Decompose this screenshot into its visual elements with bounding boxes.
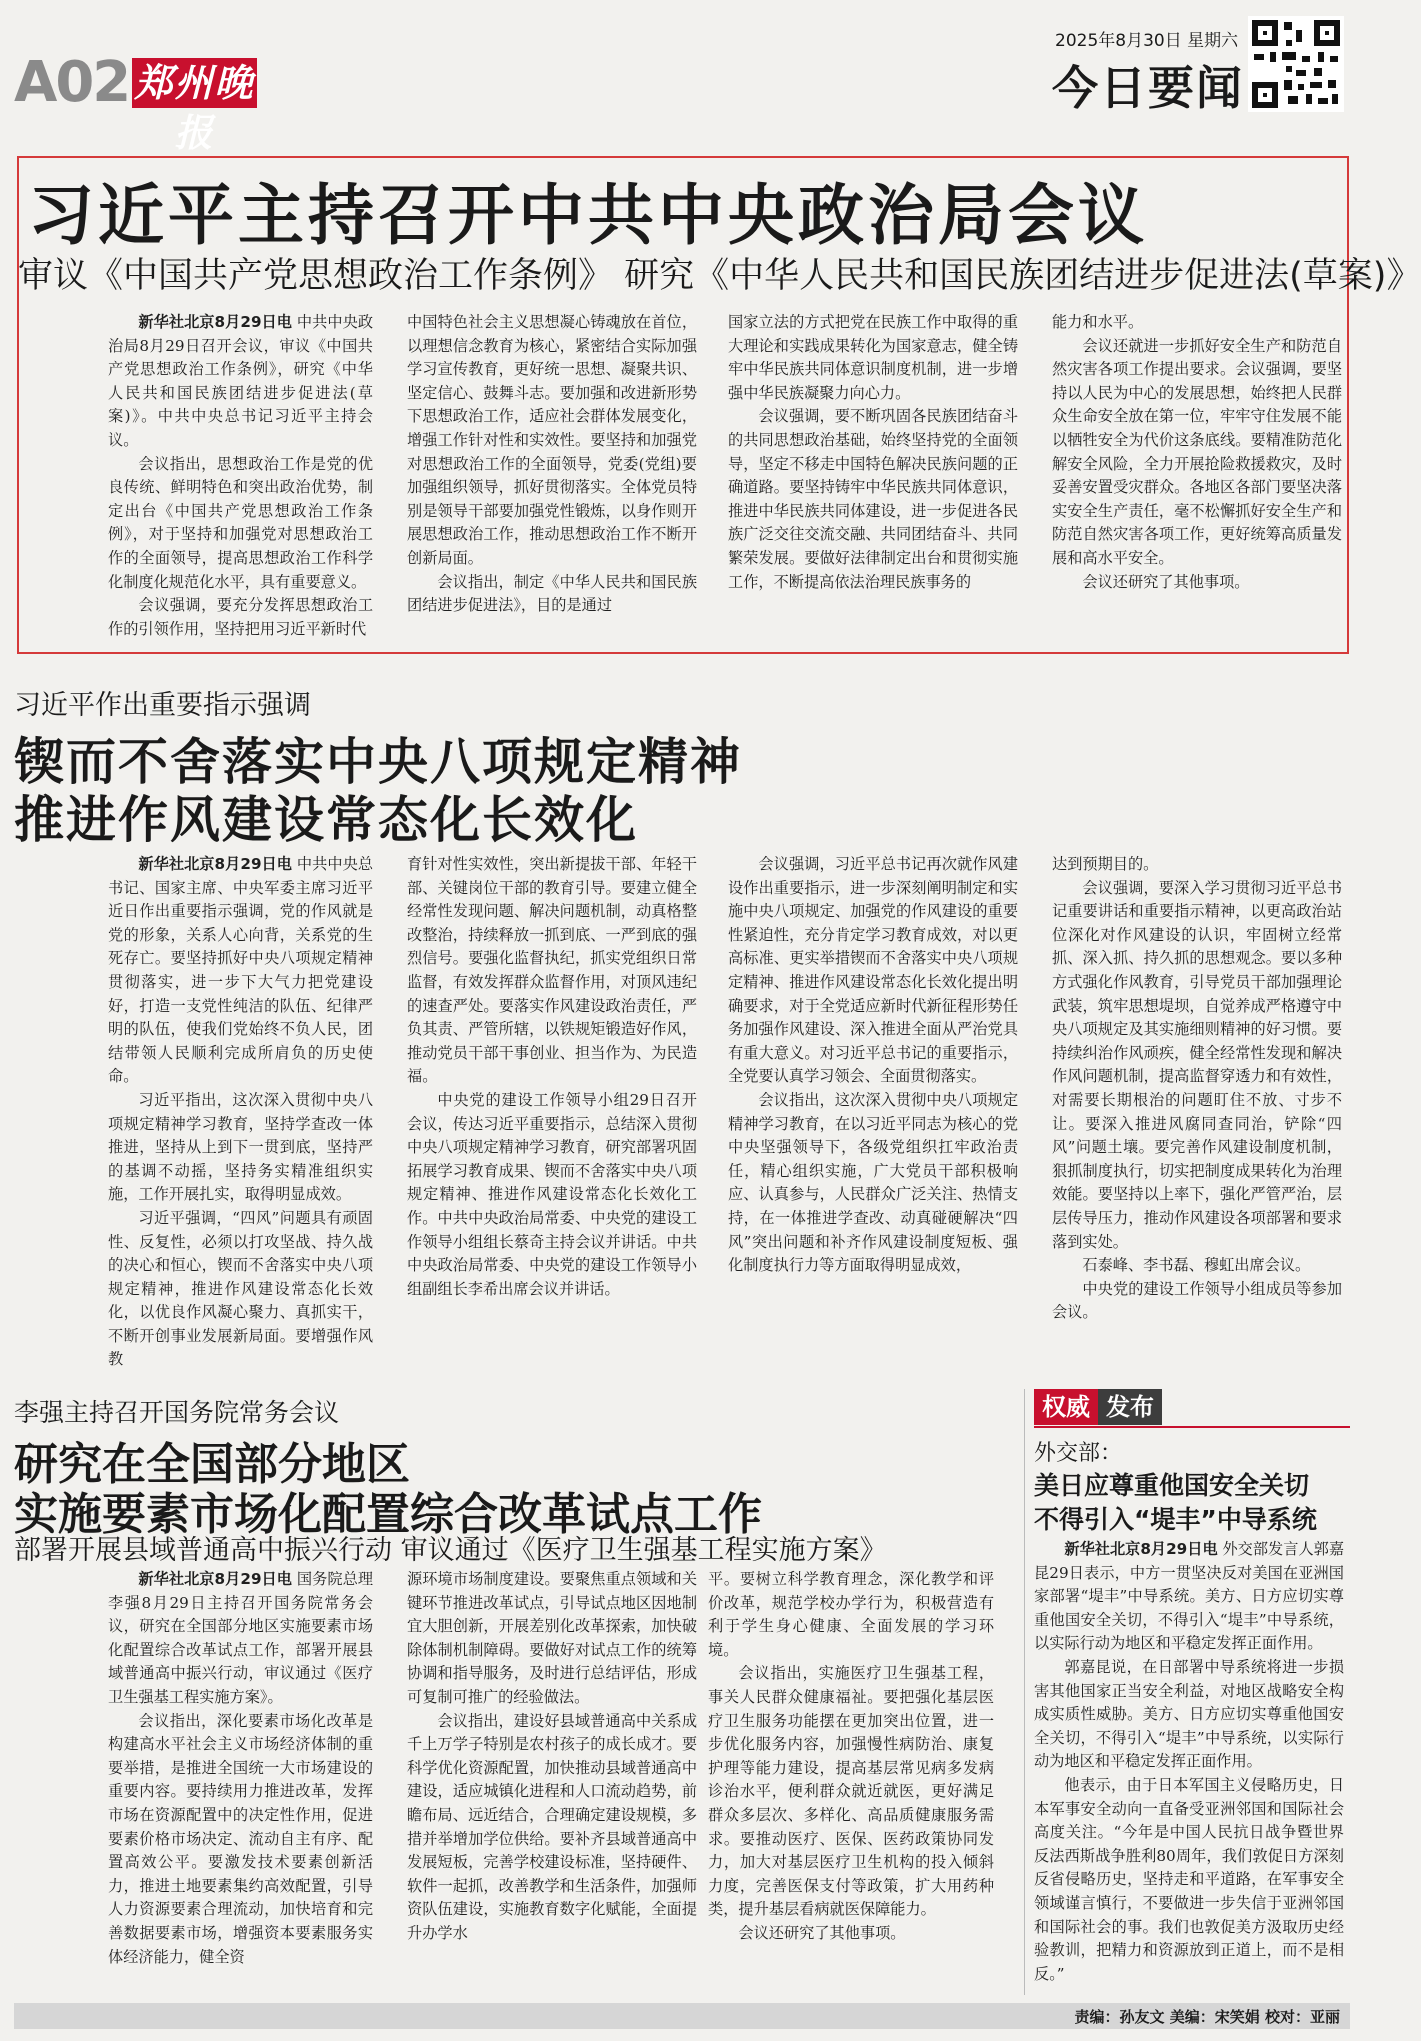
article3-col3-para2: 会议指出，实施医疗卫生强基工程，事关人民群众健康福祉。要把强化基层医疗卫生服务功能摆在更加突出位置，进一步优化服务内容，加强慢性病防治、康复护理等能力建设，提高基层常见病多发病诊治水平，便利群众就近就医，更好满足群众多层次、多样化、高品质健康服务需求。要推动医疗、医保、医药政策协同发力，加大对基层医疗卫生机构的投入倾斜力度，完善医保支付等政策，扩大用药种类，提升基层看病就医保障能力。 — [708, 1664, 994, 1919]
article1-column-4 — [1052, 311, 1342, 651]
article3-headline-line1[interactable]: 研究在全国部分地区 — [14, 1439, 410, 1490]
article3-col3-text: 平。要树立科学教育理念，深化教学和评价改革，规范学校办学行为，积极营造有利于学生身心健康、全面发展的学习环境。 — [708, 1570, 994, 1659]
sidebar-kicker: 外交部： — [1034, 1441, 1123, 1466]
article1-col4-text: 能力和水平。 — [1052, 313, 1144, 331]
article1-col2-para2: 会议指出，制定《中华人民共和国民族团结进步促进法》，目的是通过 — [407, 572, 697, 615]
article3-col2-text: 源环境市场制度建设。要聚焦重点领域和关键环节推进改革试点，引导试点地区因地制宜大胆创新，开展差别化改革探索，加快破除体制机制障碍。要做好对试点工作的统筹协调和指导服务，及时进行总结评估，形成可复制可推广的经验做法。 — [407, 1570, 697, 1706]
editor-credits: 责编：孙友文 美编：宋笑娟 校对：亚丽 — [1074, 2008, 1340, 2026]
article2-col1-text: 中共中央总书记、国家主席、中央军委主席习近平近日作出重要指示强调，党的作风就是党的形象，关系人心向背，关系党的生死存亡。要坚持抓好中央八项规定精神贯彻落实，进一步下大气力把党建设好，打造一支党性纯洁的队伍、纪律严明的队伍，使我们党始终不负人民，团结带领人民顺利完成所肩负的历史使命。 — [108, 855, 374, 1086]
sidebar-headline-line1[interactable]: 美日应尊重他国安全关切 — [1034, 1471, 1310, 1500]
article1-col2-text: 中国特色社会主义思想凝心铸魂放在首位，以理想信念教育为核心，紧密结合实际加强学习宣传教育，更好统一思想、凝聚共识、坚定信心、鼓舞斗志。要加强和改进新形势下思想政治工作，适应社会群体发展变化，增强工作针对性和实效性。要坚持和加强党对思想政治工作的全面领导，党委(党组)要加强组织领导，抓好贯彻落实。全体党员特别是领导干部要加强党性锻炼，以身作则开展思想政治工作，推动思想政治工作不断开创新局面。 — [407, 313, 697, 567]
dateline: 新华社北京8月29日电 — [1064, 1540, 1218, 1558]
dateline: 新华社北京8月29日电 — [138, 855, 293, 873]
sidebar-rule — [1034, 1426, 1350, 1428]
lead-subhead: 审议《中国共产党思想政治工作条例》 研究《中华人民共和国民族团结进步促进法(草案)》 — [18, 256, 1421, 296]
article1-col4-para3: 会议还研究了其他事项。 — [1082, 572, 1250, 591]
article3-column-3 — [708, 1568, 994, 1986]
article2-column-1 — [108, 853, 374, 1369]
article2-col3-para2: 会议指出，这次深入贯彻中央八项规定精神学习教育，在以习近平同志为核心的党中央坚强领导下，各级党组织扛牢政治责任，精心组织实施，广大党员干部积极响应、认真参与，人民群众广泛关注、热情支持，在一体推进学查改、动真碰硬解决“四风”突出问题和补齐作风建设制度短板、强化制度执行力等方面取得明显成效， — [728, 1090, 1018, 1275]
sidebar-para2: 郭嘉昆说，在日部署中导系统将进一步损害其他国家正当安全利益，对地区战略安全构成实质性威胁。美方、日方应切实尊重他国安全关切，不得引入“堤丰”中导系统，以实际行动为地区和平稳定发挥正面作用。 — [1034, 1657, 1344, 1771]
article3-subhead: 部署开展县域普通高中振兴行动 审议通过《医疗卫生强基工程实施方案》 — [14, 1535, 887, 1566]
article2-col4-para3: 石泰峰、李书磊、穆虹出席会议。 — [1082, 1256, 1311, 1275]
page-number: A02 — [14, 50, 130, 115]
sidebar-para3: 他表示，由于日本军国主义侵略历史，日本军事安全动向一直备受亚洲邻国和国际社会高度关注。“今年是中国人民抗日战争暨世界反法西斯战争胜利80周年，我们敦促日方深刻反省侵略历史，坚持走和平道路，在军事安全领域谨言慎行，不要做进一步失信于亚洲邻国和国际社会的事。我们也敦促美方汲取历史经验教训，把精力和资源放到正道上，而不是相反。” — [1034, 1775, 1344, 1983]
article3-col3-para3: 会议还研究了其他事项。 — [738, 1923, 906, 1942]
article1-col1-para3: 会议强调，要充分发挥思想政治工作的引领作用，坚持把用习近平新时代 — [108, 596, 373, 638]
article2-col2-para2: 中央党的建设工作领导小组29日召开会议，传达习近平重要指示，总结深入贯彻中央八项规定精神学习教育，研究部署巩固拓展学习教育成果、锲而不舍落实中央八项规定精神、推进作风建设常态化长效化工作。中共中央政治局常委、中央党的建设工作领导小组组长蔡奇主持会议并讲话。中共中央政治局常委、中央党的建设工作领导小组副组长李希出席会议并讲话。 — [407, 1090, 697, 1298]
badge-red-label: 权威 — [1034, 1389, 1098, 1425]
column-divider — [1024, 1389, 1025, 1995]
sidebar-para1: 外交部发言人郭嘉昆29日表示，中方一贯坚决反对美国在亚洲国家部署“堤丰”中导系统。美方、日方应切实尊重他国安全关切，不得引入“堤丰”中导系统，以实际行动为地区和平稳定发挥正面作用。 — [1034, 1540, 1345, 1653]
article2-col1-para2: 习近平指出，这次深入贯彻中央八项规定精神学习教育，坚持学查改一体推进，坚持从上到下一贯到底，坚持严的基调不动摇，坚持务实精准组织实施，工作开展扎实，取得明显成效。 — [108, 1090, 373, 1204]
article1-column-2 — [407, 311, 697, 651]
article3-kicker: 李强主持召开国务院常务会议 — [14, 1398, 340, 1427]
article1-col1-text: 中共中央政治局8月29日召开会议，审议《中国共产党思想政治工作条例》，研究《中华人民共和国民族团结进步促进法(草案)》。中共中央总书记习近平主持会议。 — [108, 313, 374, 449]
article2-col4-text: 达到预期目的。 — [1052, 855, 1159, 873]
article2-kicker: 习近平作出重要指示强调 — [14, 690, 311, 721]
section-title: 今日要闻 — [1052, 61, 1244, 115]
sidebar-headline-line2[interactable]: 不得引入“堤丰”中导系统 — [1034, 1505, 1317, 1534]
article2-column-3 — [728, 853, 1018, 1331]
article3-column-2 — [407, 1568, 697, 1986]
newspaper-logo: 郑州晚报 — [132, 58, 257, 108]
article2-headline-line2[interactable]: 推进作风建设常态化长效化 — [14, 791, 638, 849]
article1-column-1 — [108, 311, 373, 651]
badge-dark-label: 发布 — [1098, 1389, 1162, 1425]
article3-headline-line2[interactable]: 实施要素市场化配置综合改革试点工作 — [14, 1489, 762, 1540]
article2-col2-text: 育针对性实效性，突出新提拔干部、年轻干部、关键岗位干部的教育引导。要建立健全经常性发现问题、解决问题机制，动真格整改整治，持续释放一抓到底、一严到底的强烈信号。要强化监督执纪，抓实党组织日常监督，有效发挥群众监督作用，对顶风违纪的速查严处。要落实作风建设政治责任，严负其责、严管所辖，以铁规矩锻造好作风，推动党员干部干事创业、担当作为、为民造福。 — [407, 855, 697, 1086]
article3-column-1 — [108, 1568, 373, 1986]
qr-code-icon[interactable] — [1248, 16, 1344, 112]
article2-column-4 — [1052, 853, 1342, 1331]
sidebar-body — [1034, 1538, 1344, 1996]
article2-col1-para3: 习近平强调，“四风”问题具有顽固性、反复性，必须以打攻坚战、持久战的决心和恒心，锲而不舍落实中央八项规定精神，推进作风建设常态化长效化，以优良作风凝心聚力、真抓实干，不断开创事业发展新局面。要增强作风教 — [108, 1208, 373, 1369]
article3-col1-text: 国务院总理李强8月29日主持召开国务院常务会议，研究在全国部分地区实施要素市场化配置综合改革试点工作，部署开展县域普通高中振兴行动，审议通过《医疗卫生强基工程实施方案》。 — [108, 1570, 374, 1706]
article2-column-2 — [407, 853, 697, 1331]
article3-col1-para2: 会议指出，深化要素市场化改革是构建高水平社会主义市场经济体制的重要举措，是推进全国统一大市场建设的重要内容。要持续用力推进改革，发挥市场在资源配置中的决定性作用，促进要素价格市场决定、流动自主有序、配置高效公平。要激发技术要素创新活力，推进土地要素集约高效配置，引导人力资源要素合理流动，加快培育和完善数据要素市场，增强资本要素服务实体经济能力，健全资 — [108, 1711, 373, 1966]
article2-col4-para2: 会议强调，要深入学习贯彻习近平总书记重要讲话和重要指示精神，以更高政治站位深化对作风建设的认识，牢固树立经常抓、深入抓、持久抓的思想观念。要以多种方式强化作风教育，引导党员干部加强理论武装，筑牢思想堤坝，自觉养成严格遵守中央八项规定及其实施细则精神的好习惯。要持续纠治作风顽疾，健全经常性发现和解决作风问题机制，提高监督穿透力和有效性，对需要长期根治的问题盯住不放、寸步不让。要深入推进风腐同查同治，铲除“四风”问题土壤。要完善作风建设制度机制，狠抓制度执行，切实把制度成果转化为治理效能。要坚持以上率下，强化严管严治，层层传导压力，推动作风建设各项部署和要求落到实处。 — [1052, 878, 1342, 1251]
article3-col2-para2: 会议指出，建设好县域普通高中关系成千上万学子特别是农村孩子的成长成才。要科学优化资源配置，加快推动县域普通高中建设，适应城镇化进程和人口流动趋势，前瞻布局、远近结合，合理确定建设规模，多措并举增加学位供给。要补齐县域普通高中发展短板，完善学校建设标准，坚持硬件、软件一起抓，改善教学和生活条件，加强师资队伍建设，实施教育数字化赋能，全面提升办学水 — [407, 1711, 697, 1942]
article1-column-3 — [728, 311, 1018, 651]
dateline: 新华社北京8月29日电 — [138, 313, 293, 331]
authority-release-badge — [1034, 1389, 1162, 1425]
lead-headline[interactable]: 习近平主持召开中共中央政治局会议 — [28, 177, 1148, 254]
article2-col3-text: 会议强调，习近平总书记再次就作风建设作出重要指示，进一步深刻阐明制定和实施中央八项规定、加强党的作风建设的重要性紧迫性，充分肯定学习教育成效，对以更高标准、更实举措锲而不舍落实中央八项规定精神、推进作风建设常态化长效化提出明确要求，对于全党适应新时代新征程形势任务加强作风建设、深入推进全面从严治党具有重大意义。对习近平总书记的重要指示，全党要认真学习领会、全面贯彻落实。 — [728, 855, 1018, 1086]
article1-col1-para2: 会议指出，思想政治工作是党的优良传统、鲜明特色和突出政治优势，制定出台《中国共产党思想政治工作条例》，对于坚持和加强党对思想政治工作的全面领导，提高思想政治工作科学化制度化规范化水平，具有重要意义。 — [108, 454, 373, 591]
article1-col3-para2: 会议强调，要不断巩固各民族团结奋斗的共同思想政治基础，始终坚持党的全面领导，坚定不移走中国特色解决民族问题的正确道路。要坚持铸牢中华民族共同体意识，推进中华民族共同体建设，进一步促进各民族广泛交往交流交融、共同团结奋斗、共同繁荣发展。要做好法律制定出台和贯彻实施工作，不断提高依法治理民族事务的 — [728, 407, 1018, 591]
dateline: 新华社北京8月29日电 — [138, 1570, 293, 1588]
article1-col4-para2: 会议还就进一步抓好安全生产和防范自然灾害各项工作提出要求。会议强调，要坚持以人民为中心的发展思想，始终把人民群众生命安全放在第一位，牢牢守住发展不能以牺牲安全为代价这条底线。要精准防范化解安全风险，全力开展抢险救援救灾，及时妥善安置受灾群众。各地区各部门要坚决落实安全生产责任，毫不松懈抓好安全生产和防范自然灾害各项工作，更好统筹高质量发展和高水平安全。 — [1052, 336, 1342, 567]
article1-col3-text: 国家立法的方式把党在民族工作中取得的重大理论和实践成果转化为国家意志，健全铸牢中华民族共同体意识制度机制，进一步增强中华民族凝聚力向心力。 — [728, 313, 1018, 402]
article2-headline-line1[interactable]: 锲而不舍落实中央八项规定精神 — [14, 733, 742, 791]
publication-date: 2025年8月30日 星期六 — [1055, 31, 1239, 51]
article2-col4-para4: 中央党的建设工作领导小组成员等参加会议。 — [1052, 1279, 1342, 1322]
